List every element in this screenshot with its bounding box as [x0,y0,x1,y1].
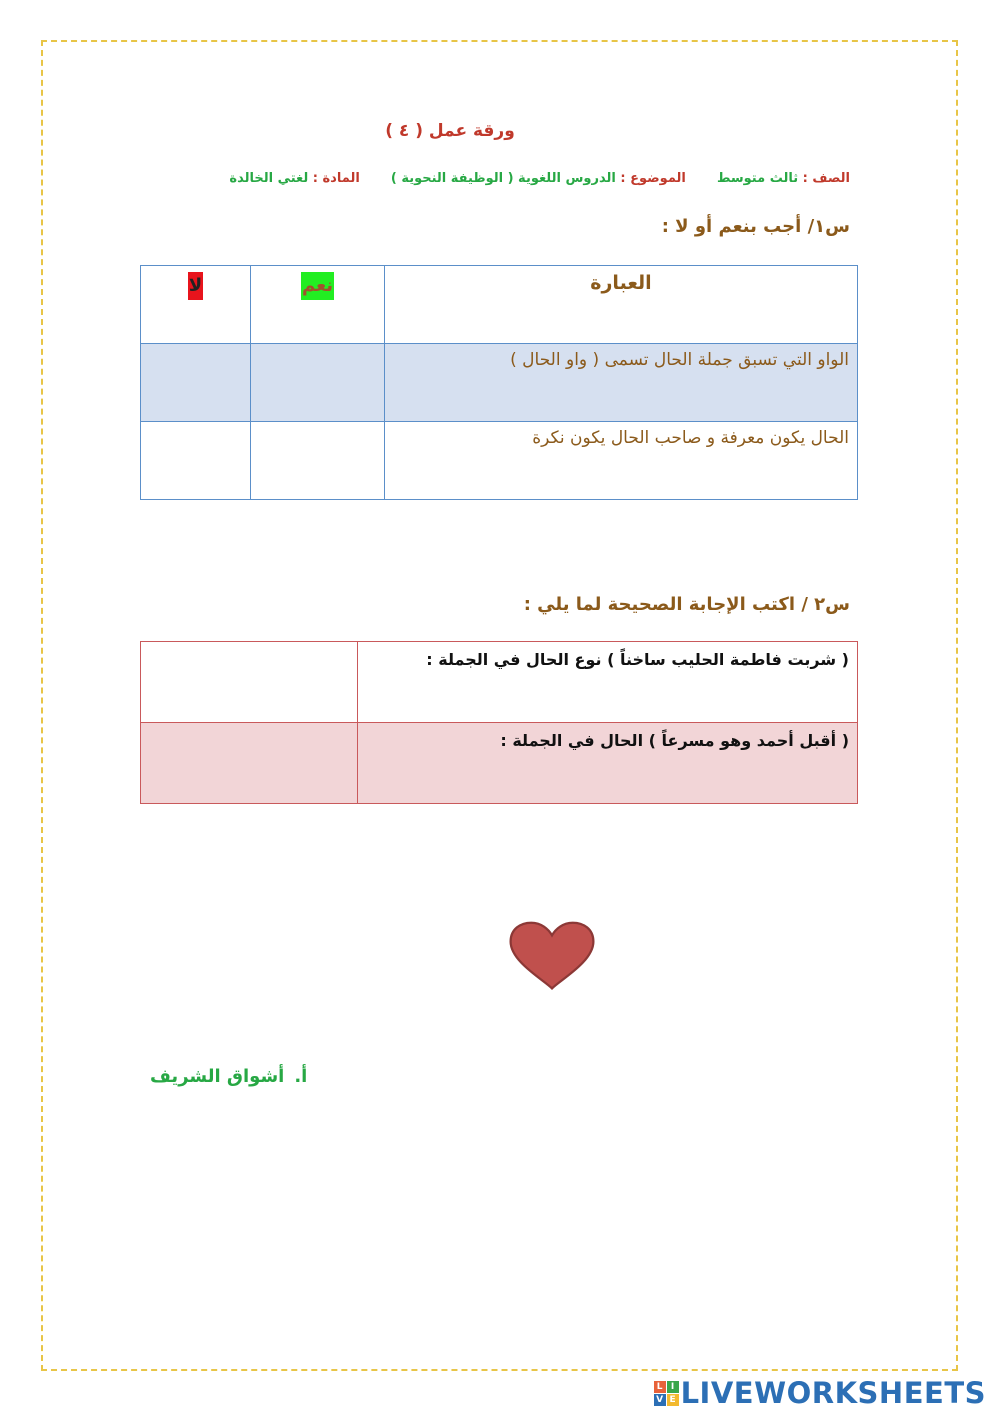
yes-label: نعم [301,272,334,300]
table-row [141,344,858,422]
author-signature [150,1066,307,1087]
question2-prompt: س٢ / اكتب الإجابة الصحيحة لما يلي : [523,594,850,615]
answer-cell[interactable] [141,642,358,723]
header-statement: العبارة [385,266,858,344]
heart-icon [507,920,597,992]
subject-label: المادة : [312,171,360,186]
no-answer-cell[interactable] [141,422,251,500]
author-name: أشواق الشريف [150,1066,285,1087]
author-prefix: أ. [294,1066,308,1087]
topic-value: الدروس اللغوية ( الوظيفة النحوية ) [390,171,616,186]
logo-mark-icon: L I V E [654,1381,679,1406]
question1-prompt: س١/ أجب بنعم أو لا : [661,216,850,237]
table-header-row [141,266,858,344]
topic-label: الموضوع : [620,171,686,186]
logo-text: LIVEWORKSHEETS [680,1376,986,1410]
yes-answer-cell[interactable] [251,422,385,500]
grade-value: ثالث متوسط [716,171,799,186]
worksheet-title: ورقة عمل ( ٤ ) [385,121,515,141]
table-row [141,723,858,804]
statement-cell: الحال يكون معرفة و صاحب الحال يكون نكرة [385,422,858,500]
table-row [141,642,858,723]
subject-value: لغتي الخالدة [229,171,309,186]
liveworksheets-logo [654,1376,986,1410]
yes-answer-cell[interactable] [251,344,385,422]
grade-label: الصف : [802,171,850,186]
no-answer-cell[interactable] [141,344,251,422]
answer-cell[interactable] [141,723,358,804]
question2-table [140,641,858,804]
worksheet-meta [229,171,850,186]
question-cell: ( شربت فاطمة الحليب ساخناً ) نوع الحال في الجملة : [358,642,858,723]
no-label: لا [188,272,203,300]
header-no [141,266,251,344]
question1-table [140,265,858,500]
header-yes [251,266,385,344]
table-row [141,422,858,500]
statement-cell: الواو التي تسبق جملة الحال تسمى ( واو الحال ) [385,344,858,422]
question-cell: ( أقبل أحمد وهو مسرعاً ) الحال في الجملة : [358,723,858,804]
